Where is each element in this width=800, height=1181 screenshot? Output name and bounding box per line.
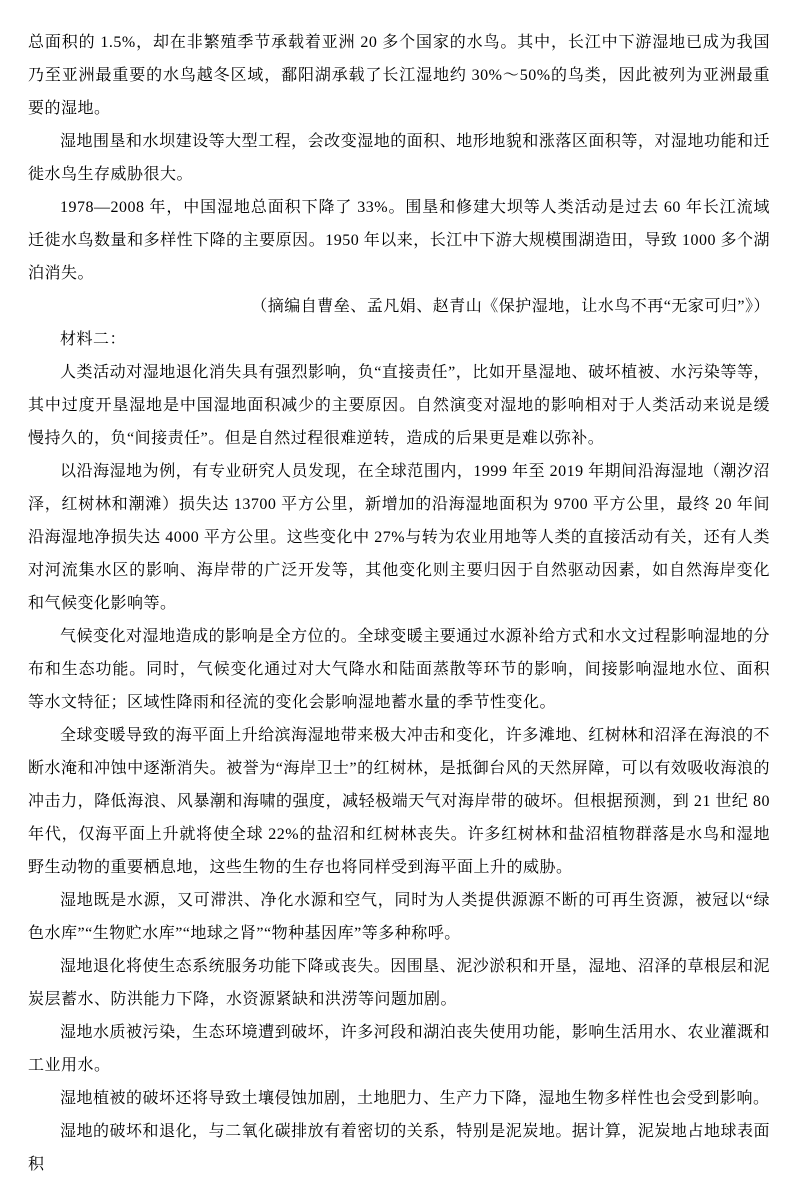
paragraph: 湿地既是水源，又可滞洪、净化水源和空气，同时为人类提供源源不断的可再生资源，被冠以“绿色水库”“生物贮水库”“地球之肾”“物种基因库”等多种称呼。 [28, 892, 770, 942]
paragraph: 气候变化对湿地造成的影响是全方位的。全球变暖主要通过水源补给方式和水文过程影响湿地的分布和生态功能。同时，气候变化通过对大气降水和陆面蒸散等环节的影响，间接影响湿地水位、面积等水文特征；区域性降雨和径流的变化会影响湿地蓄水量的季节性变化。 [28, 628, 770, 711]
paragraph: 湿地围垦和水坝建设等大型工程，会改变湿地的面积、地形地貌和涨落区面积等，对湿地功能和迁徙水鸟生存威胁很大。 [28, 133, 770, 183]
paragraph-truncated: 湿地的破坏和退化，与二氧化碳排放有着密切的关系，特别是泥炭地。据计算，泥炭地占地球表面积 [28, 1123, 770, 1173]
paragraph-continuation: 总面积的 1.5%，却在非繁殖季节承载着亚洲 20 多个国家的水鸟。其中，长江中下游湿地已成为我国乃至亚洲最重要的水鸟越冬区域，鄱阳湖承载了长江湿地约 30%～50%的鸟类，因此被列为亚洲最重要的湿地。 [28, 34, 770, 117]
paragraph: 湿地退化将使生态系统服务功能下降或丧失。因围垦、泥沙淤积和开垦，湿地、沼泽的草根层和泥炭层蓄水、防洪能力下降，水资源紧缺和洪涝等问题加剧。 [28, 958, 770, 1008]
paragraph: 湿地植被的破坏还将导致土壤侵蚀加剧，土地肥力、生产力下降，湿地生物多样性也会受到影响。 [60, 1090, 770, 1107]
paragraph: 1978—2008 年，中国湿地总面积下降了 33%。围垦和修建大坝等人类活动是过去 60 年长江流域迁徙水鸟数量和多样性下降的主要原因。1950 年以来，长江中下游大规模围湖造田，导致 1000 多个湖泊消失。 [28, 199, 770, 282]
source-attribution: （摘编自曹垒、孟凡娟、赵青山《保护湿地，让水鸟不再“无家可归”》） [251, 298, 770, 315]
paragraph: 湿地水质被污染，生态环境遭到破坏，许多河段和湖泊丧失使用功能，影响生活用水、农业灌溉和工业用水。 [28, 1024, 770, 1074]
material-two-heading: 材料二： [60, 331, 127, 348]
paragraph: 人类活动对湿地退化消失具有强烈影响，负“直接责任”，比如开垦湿地、破坏植被、水污染等等，其中过度开垦湿地是中国湿地面积减少的主要原因。自然演变对湿地的影响相对于人类活动来说是缓慢持久的，负“间接责任”。但是自然过程很难逆转，造成的后果更是难以弥补。 [28, 364, 770, 447]
paragraph: 以沿海湿地为例，有专业研究人员发现，在全球范围内，1999 年至 2019 年期间沿海湿地（潮汐沼泽，红树林和潮滩）损失达 13700 平方公里，新增加的沿海湿地面积为 9700 平方公里，最终 20 年间沿海湿地净损失达 4000 平方公里。这些变化中 27%与转为农业用地等人类的直接活动有关，还有人类对河流集水区的影响、海岸带的广泛开发等，其他变化则主要归因于自然驱动因素，如自然海岸变化和气候变化影响等。 [28, 463, 770, 612]
paragraph: 全球变暖导致的海平面上升给滨海湿地带来极大冲击和变化，许多滩地、红树林和沼泽在海浪的不断水淹和冲蚀中逐渐消失。被誉为“海岸卫士”的红树林，是抵御台风的天然屏障，可以有效吸收海浪的冲击力，降低海浪、风暴潮和海啸的强度，减轻极端天气对海岸带的破坏。但根据预测，到 21 世纪 80 年代，仅海平面上升就将使全球 22%的盐沼和红树林丧失。许多红树林和盐沼植物群落是水鸟和湿地野生动物的重要栖息地，这些生物的生存也将同样受到海平面上升的威胁。 [28, 727, 770, 876]
